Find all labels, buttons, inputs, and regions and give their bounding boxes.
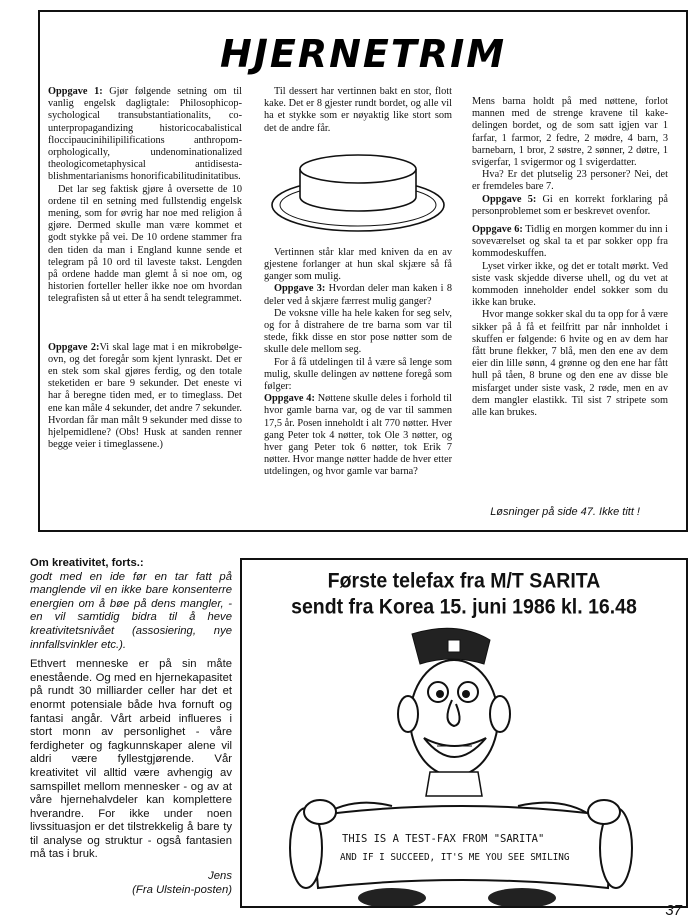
socks-dark: Lyset virker ikke, og det er totalt mørkt. Ved siste vask skjedde diverse uhell, og du vet at kommoden inneholder endel sokker som du ikke kan bruke. [472, 260, 668, 309]
task-2: Oppgave 2:Vi skal lage mat i en mikrobølge-ovn, og det foregår som kjent lynraskt. Det er en stek som skal gjøres ferdig, og den totale steketiden er bare 9 sekunder. Det eneste vi har å beregne tiden med, er to timeglass. Det ene kan måle 4 sekunder, det andre 7 sekunder. Hvordan får man målt 9 sekunder med disse to hjelpemidlene? (Obs! Husk at sanden renner begge veier i timeglassene.) [48, 341, 243, 451]
fax-box [240, 558, 688, 908]
task-1: Oppgave 1: Gjør følgende setning om til vanlig engelsk dagligtale: Philosophicopsychological transubstantiationalits, counterpropagandizing historicocabalistical floccipaucinihilipilifications anthropomorphologically, undenominationalized theologicometaphysical antidisestablishmentarianisms honorificabilitudinitatibus. [48, 86, 242, 183]
page-number: 37 [665, 902, 682, 919]
creativity-body: Ethvert menneske er på sin måte enestående. Og med en hjernekapasitet på rundt 30 milliarder celler har det et enormt potensiale både hva fornuft og fantasi angår. Vårt arbeid influeres i stort monn av personlighet - våre ferdigheter og fagkunnskaper alene vil aldri være fyllestgjørende. Vår kreativitet vil alltid være avhengig av samspillet mellom mennesker - og av at våre hjernehalvdeler kan komplettere hverandre. For ikke under noen livssituasjon er det tilstrekkelig å bare ty til analyse og struktur - også fantasien må tas i bruk. [30, 658, 232, 861]
fax-title-line-1: Første telefax fra M/T SARITA [327, 569, 601, 593]
task-1-explanation: Det lar seg faktisk gjøre å oversette de 10 ordene til en setning med fullstendig engelsk mening, som for øvrig har noe med religion å gjøre. Dermed skulle man være kommet et godt stykke på vei. De 10 ordene stammer fra den tiden da man i England kunne sende et telegram på 10 ord til laveste takst. Lengden på ordene hadde man glemt å si noe om, og historien forteller heller ikke noe om hvordan telegrafisten så ut etter å ha sendt telegrammet. [48, 183, 242, 305]
cake-intro: Til dessert har vertinnen bakt en stor, flott kake. Det er 8 gjester rundt bordet, og alle vil ha et stykke som er nøyaktig like stort som det de andre får. [264, 86, 452, 134]
nuts-intro: De voksne ville ha hele kaken for seg selv, og for å distrahere de tre barna som var til stede, fikk disse en stor pose nøtter som de skulle dele mellom seg. [264, 307, 452, 356]
nuts-rules: For å få utdelingen til å være så lenge som mulig, skulle delingen av nøttene foregå som følger: [264, 356, 452, 393]
puzzle-column-3 [472, 96, 668, 419]
puzzle-column-2 [264, 86, 452, 479]
creativity-source: (Fra Ulstein-posten) [132, 883, 232, 896]
fax-title [242, 568, 686, 620]
cake-illustration [264, 143, 452, 243]
creativity-signature: Jens [208, 870, 232, 883]
creativity-intro: godt med en ide før en tar fatt på manglende vil en ikke bare konsenterre energien om å bøe på dens mangler, - en vil samtidig bidra til å heve kreativitetsnivået (assosiering, nye innfallsvinkler etc.). [30, 570, 232, 651]
answer-note: Løsninger på side 47. Ikke titt ! [490, 506, 640, 518]
family-text: Mens barna holdt på med nøttene, forlot mannen med de strenge kravene til kakedelingen bordet, og de som satt igjen var 1 farfar, 1 farmor, 2 fedre, 2 mødre, 4 barn, 3 barnebarn, 1 bror, 2 søstre, 2 sønner, 2 døtre, 1 svigerfar, 1 svigermor og 1 svigerdatter. [472, 96, 668, 169]
fax-banner-line-1: THIS IS A TEST-FAX FROM "SARITA" [342, 833, 545, 845]
hostess-text: Vertinnen står klar med kniven da en av gjestene forlanger at hun skal skjære så få ganger som mulig. [264, 246, 452, 283]
fax-banner-line-2: AND IF I SUCCEED, IT'S ME YOU SEE SMILING [340, 852, 570, 863]
task-3: Oppgave 3: Hvordan deler man kaken i 8 deler ved å skjære færrest mulig ganger? [264, 283, 452, 307]
task-4: Oppgave 4: Nøttene skulle deles i forhold til hvor gamle barna var, og de var til sammen 17,5 år. Posen inneholdt i alt 770 nøtter. Hver gang Peter tok 4 nøtter, tok Ole 3 nøtter, og hver gang Peter tok 6 nøtter, tok Erik 7 nøtter. Hvor mange nøtter hadde de hver etter utdelingen, og hvor gamle var barna? [264, 393, 452, 478]
task-6: Oppgave 6: Tidlig en morgen kommer du inn i soveværelset og skal ta et par sokker opp fra kommodeskuffen. [472, 224, 668, 260]
socks-question: Hvor mange sokker skal du ta opp for å være sikker på å få et feilfritt par når innholdet i skuffen er følgende: 6 hvite og en av dem har fått brune flekker, 7 blå, men den ene av dem eier din lille sønn, 4 grønne og den ene har fått hull på tåen, 8 brune og den ene av disse ble misfarget under siste vask, 2 røde, men en av dem mangler elastikk. Til sist 7 stripete som alle kan brukes. [472, 309, 668, 419]
creativity-article [30, 557, 232, 897]
cartoon-sailor-illustration [242, 626, 686, 906]
creativity-heading: Om kreativitet, forts.: [30, 557, 144, 569]
puzzle-column-1 [48, 86, 242, 451]
puzzle-title: HJERNETRIM [219, 32, 507, 76]
family-question: Hva? Er det plutselig 23 personer? Nei, det er fremdeles bare 7. [472, 169, 668, 193]
fax-title-line-2: sendt fra Korea 15. juni 1986 kl. 16.48 [291, 595, 637, 619]
puzzle-box [38, 10, 688, 532]
task-5: Oppgave 5: Gi en korrekt forklaring på personproblemet som er beskrevet ovenfor. [472, 193, 668, 217]
